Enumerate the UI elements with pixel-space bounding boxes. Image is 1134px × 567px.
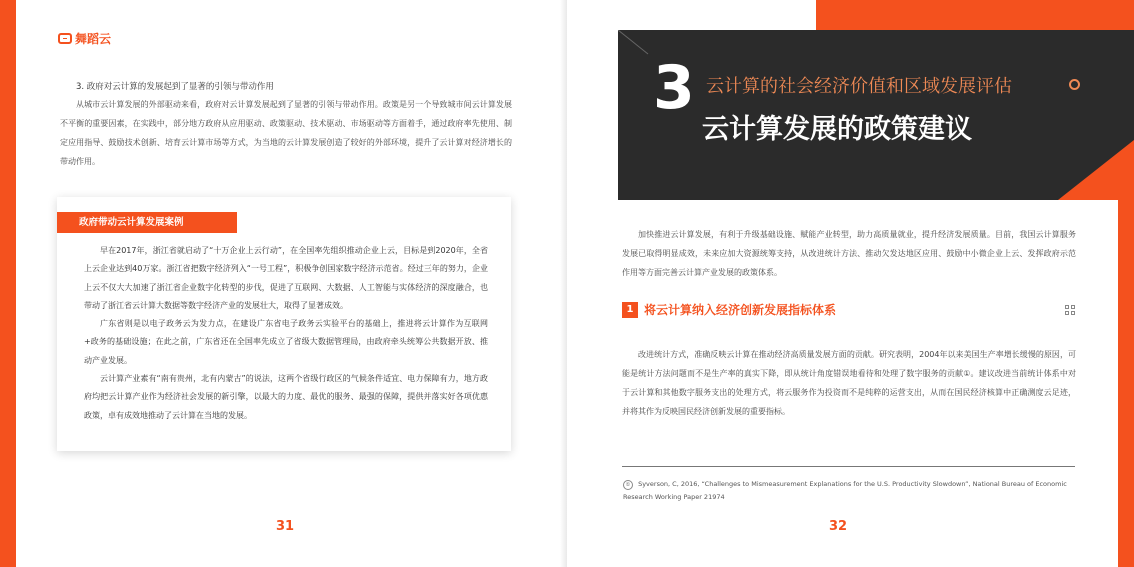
target-icon — [1069, 79, 1080, 90]
brand-logo — [58, 30, 111, 47]
case-study-body — [84, 242, 488, 425]
right-page — [567, 0, 1134, 567]
footnote-divider — [622, 466, 1075, 467]
footnote-text: Syverson, C, 2016, “Challenges to Mismeasurement Explanations for the U.S. Productivity Slowdown”, National Bureau of Economic Research Working Paper 21974 — [623, 480, 1067, 501]
case-paragraph-guizhou: 云计算产业素有“南有贵州，北有内蒙古”的说法，这两个省级行政区的气候条件适宜、电力保障有力，地方政府均把云计算产业作为经济社会发展的新引擎，以最大的力度、最优的服务、最强的保障，提供并落实好各项优惠政策，卓有成效地推动了云计算在当地的发展。 — [84, 374, 488, 420]
section-heading-1 — [622, 301, 836, 318]
intro-paragraph: 从城市云计算发展的外部驱动来看，政府对云计算发展起到了显著的引领与带动作用。政策是另一个导致城市间云计算发展不平衡的重要因素，在实践中，部分地方政府从应用驱动、政策驱动、技术驱动、市场驱动等方面着手，通过政府率先使用、制定应用指导、鼓励技术创新、培育云计算市场等方式，为当地的云计算发展创造了较好的外部环境，提升了云计算对经济增长的带动作用。 — [60, 100, 512, 166]
footnote-marker: ① — [623, 480, 633, 490]
page-number: 32 — [829, 519, 848, 534]
section-body-paragraph: 改进统计方式，准确反映云计算在推动经济高质量发展方面的贡献。研究表明，2004年以来美国生产率增长缓慢的原因，可能是统计方法问题而不是生产率的真实下降，即从统计角度错误地看待和处理了数字服务的贡献①。建议改进当前统计体系中对于云计算和其他数字服务支出的处理方式，将云服务作为投资而不是纯粹的运营支出，从而在国民经济核算中正确测度云足迹，并将其作为反映国民经济创新发展的重要指标。 — [622, 350, 1076, 416]
case-paragraph-zhejiang: 早在2017年，浙江省就启动了“十万企业上云行动”，在全国率先组织推动企业上云，目标是到2020年，全省上云企业达到40万家。浙江省把数字经济列入“一号工程”，积极争创国家数字经济示范省。经过三年的努力，企业上云不仅大大加速了浙江省企业数字化转型的步伐，促进了互联网、大数据、人工智能与实体经济的深度融合，也带动了浙江省云计算大数据等数字经济产业的发展壮大，取得了显著成效。 — [84, 246, 488, 310]
chapter-subtitle: 云计算的社会经济价值和区域发展评估 — [706, 76, 1012, 97]
chapter-number: 3 — [653, 53, 695, 123]
case-study-title: 政府带动云计算发展案例 — [57, 212, 237, 233]
section-title: 将云计算纳入经济创新发展指标体系 — [644, 303, 837, 317]
chapter-title: 云计算发展的政策建议 — [702, 114, 972, 145]
case-study-box — [57, 197, 511, 451]
grid-icon — [1065, 305, 1076, 316]
logo-text: 舞蹈云 — [75, 32, 112, 46]
section-heading: 3. 政府对云计算的发展起到了显著的引领与带动作用 — [76, 82, 274, 92]
case-paragraph-guangdong: 广东省则是以电子政务云为发力点，在建设广东省电子政务云实验平台的基础上，推进将云计算作为互联网+政务的基础设施；在此之前，广东省还在全国率先成立了省级大数据管理局，由政府牵头统筹公共数据开放、推动产业发展。 — [84, 319, 488, 365]
footnote — [623, 478, 1073, 504]
page-number: 31 — [276, 519, 295, 534]
top-accent-bar — [816, 0, 1134, 30]
section-number-badge: 1 — [622, 302, 638, 318]
chapter-intro-paragraph: 加快推进云计算发展，有利于升级基础设施、赋能产业转型，助力高质量就业，提升经济发展质量。目前，我国云计算服务发展已取得明显成效，未来应加大资源统筹支持，从改进统计方法、推动欠发达地区应用、鼓励中小微企业上云、发挥政府示范作用等方面完善云计算产业发展的政策体系。 — [622, 230, 1076, 277]
left-page-edge-stripe — [0, 0, 16, 567]
logo-icon — [58, 33, 72, 44]
